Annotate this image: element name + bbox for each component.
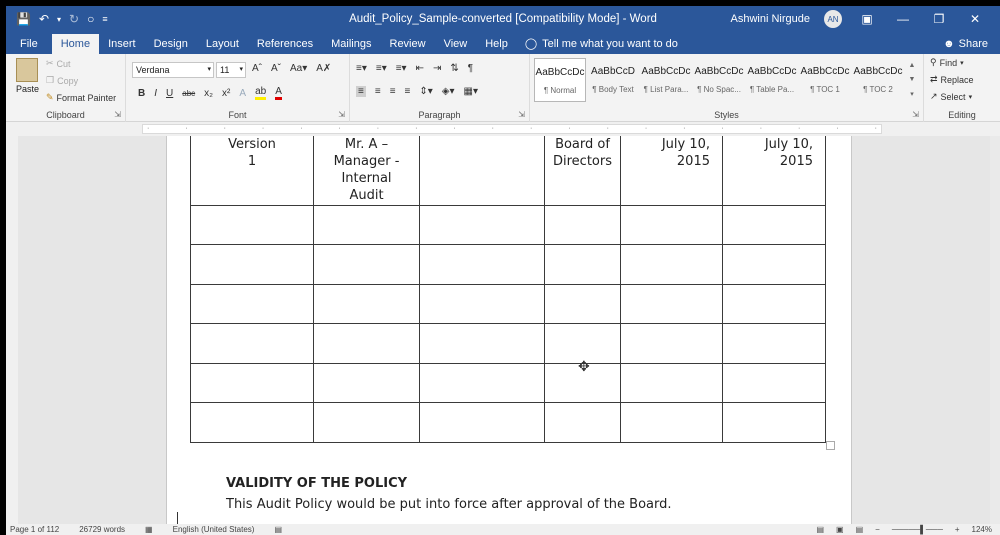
table-cell[interactable]	[545, 205, 621, 244]
table-cell[interactable]: Version 1	[191, 136, 314, 205]
undo-icon[interactable]: ↶	[38, 12, 50, 26]
borders-icon[interactable]: ▦▾	[463, 86, 478, 97]
table-cell[interactable]	[723, 363, 826, 402]
table-cell[interactable]	[420, 363, 545, 402]
text-cursor	[177, 512, 178, 524]
font-color-icon[interactable]: A	[275, 86, 282, 100]
text-effects-icon[interactable]: A	[239, 87, 247, 99]
align-left-icon[interactable]: ≡	[358, 86, 364, 97]
shrink-font-icon[interactable]: Aˇ	[271, 63, 281, 74]
table-cell[interactable]	[420, 402, 545, 442]
clear-formatting-icon[interactable]: A✗	[316, 63, 332, 74]
save-icon[interactable]: 💾	[16, 12, 31, 26]
section-heading: VALIDITY OF THE POLICY	[226, 476, 408, 491]
underline-icon[interactable]: U	[166, 87, 174, 99]
table-cell[interactable]	[723, 323, 826, 363]
revision-table[interactable]	[190, 136, 826, 443]
table-cell[interactable]	[314, 244, 420, 284]
read-mode-icon[interactable]: ▤	[816, 525, 825, 534]
tab-layout[interactable]: Layout	[205, 38, 239, 50]
editing-group	[924, 54, 1000, 122]
bullets-icon[interactable]: ≡▾	[356, 63, 367, 74]
word-count[interactable]: 26729 words	[79, 525, 126, 534]
clipboard-launcher-icon[interactable]: ⇲	[114, 110, 121, 119]
subscript-icon[interactable]: x₂	[204, 87, 214, 99]
table-row	[191, 363, 826, 402]
tab-view[interactable]: View	[443, 38, 468, 50]
styles-gallery-scroll[interactable]	[907, 58, 917, 102]
decrease-indent-icon[interactable]: ⇤	[415, 63, 424, 74]
tab-home[interactable]: Home	[52, 34, 99, 54]
replace-button[interactable]: ⇄ Replace	[930, 74, 974, 85]
tab-insert[interactable]: Insert	[108, 38, 136, 50]
tab-file[interactable]: File	[20, 38, 38, 50]
font-group	[126, 54, 350, 122]
paste-button[interactable]: Paste	[16, 84, 40, 94]
table-cell[interactable]	[420, 205, 545, 244]
table-cell[interactable]	[314, 363, 420, 402]
title-bar	[6, 6, 1000, 32]
table-cell[interactable]	[723, 402, 826, 442]
tab-review[interactable]: Review	[389, 38, 426, 50]
table-cell[interactable]	[191, 205, 314, 244]
table-cell[interactable]	[191, 244, 314, 284]
multilevel-list-icon[interactable]: ≡▾	[395, 63, 407, 74]
styles-label: Styles	[714, 110, 739, 120]
style-toc-1[interactable]: AaBbCcDc ¶ TOC 1	[800, 66, 850, 94]
table-cell[interactable]	[191, 284, 314, 323]
tab-help[interactable]: Help	[485, 38, 508, 50]
zoom-in-icon[interactable]: +	[954, 525, 960, 534]
restore-icon[interactable]: ❐	[933, 12, 945, 26]
bold-icon[interactable]: B	[138, 87, 146, 99]
language-indicator[interactable]: English (United States)	[172, 525, 255, 534]
format-painter-button[interactable]: ✎ Format Painter	[46, 92, 117, 103]
table-row	[191, 402, 826, 442]
table-cell[interactable]	[621, 323, 723, 363]
table-cell[interactable]	[545, 323, 621, 363]
align-right-icon[interactable]: ≡	[389, 86, 396, 97]
styles-group	[530, 54, 924, 122]
select-button[interactable]: ↗ Select ▾	[930, 91, 973, 102]
table-cell[interactable]	[545, 402, 621, 442]
person-icon: ☻	[943, 38, 955, 50]
table-cell[interactable]: Board of Directors	[545, 136, 621, 205]
select-cursor-icon: ↗	[930, 91, 938, 101]
minimize-icon[interactable]: —	[897, 12, 909, 26]
tell-me-label: Tell me what you want to do	[542, 38, 678, 50]
vertical-ruler[interactable]	[6, 136, 18, 524]
table-cell[interactable]	[621, 284, 723, 323]
strikethrough-icon[interactable]: abc	[182, 88, 196, 98]
table-row	[191, 205, 826, 244]
status-bar	[6, 524, 1000, 535]
table-cell[interactable]	[191, 363, 314, 402]
avatar[interactable]: AN	[824, 10, 842, 28]
table-row	[191, 244, 826, 284]
table-resize-handle[interactable]	[826, 441, 835, 450]
table-row	[191, 136, 826, 205]
font-launcher-icon[interactable]: ⇲	[338, 110, 345, 119]
shading-icon[interactable]: ◈▾	[441, 86, 455, 97]
styles-launcher-icon[interactable]: ⇲	[912, 110, 919, 119]
sort-icon[interactable]: ⇅	[450, 63, 459, 74]
paste-icon[interactable]	[16, 58, 38, 82]
zoom-level[interactable]: 124%	[971, 525, 992, 534]
vertical-scrollbar[interactable]	[990, 136, 1000, 524]
table-cell[interactable]	[420, 284, 545, 323]
replace-icon: ⇄	[930, 74, 938, 84]
quick-access-toolbar	[6, 12, 108, 26]
table-cell[interactable]	[314, 323, 420, 363]
editing-label: Editing	[948, 110, 976, 120]
table-cell[interactable]	[723, 284, 826, 323]
web-layout-icon[interactable]: ▤	[855, 525, 864, 534]
clipboard-group	[6, 54, 126, 122]
close-icon[interactable]: ✕	[969, 12, 981, 26]
horizontal-ruler[interactable]: · · · · · · · · · · · · · · · · · · · ·	[6, 122, 1000, 136]
line-spacing-icon[interactable]: ⇕▾	[419, 86, 433, 97]
share-label: Share	[958, 38, 988, 50]
style-body-text[interactable]: AaBbCcD ¶ Body Text	[591, 66, 635, 94]
table-cell[interactable]	[314, 284, 420, 323]
chevron-down-icon[interactable]: ▼	[908, 75, 916, 83]
find-button[interactable]: ⚲ Find ▾	[930, 57, 964, 68]
table-cell[interactable]	[621, 363, 723, 402]
table-cell[interactable]	[314, 402, 420, 442]
increase-indent-icon[interactable]: ⇥	[432, 63, 442, 74]
grow-font-icon[interactable]: Aˆ	[252, 63, 262, 74]
undo-dropdown-icon[interactable]: ▾	[57, 14, 62, 24]
clipboard-label: Clipboard	[46, 110, 85, 120]
font-size-box[interactable]: 11 ▾	[216, 62, 246, 78]
italic-icon[interactable]: I	[154, 87, 158, 99]
font-label: Font	[228, 110, 247, 120]
copy-icon: ❐	[46, 75, 55, 85]
zoom-out-icon[interactable]: −	[875, 525, 880, 534]
table-cell[interactable]	[621, 244, 723, 284]
ribbon-tabs	[6, 32, 1000, 54]
cut-button[interactable]: ✂ Cut	[46, 58, 71, 69]
table-cell[interactable]	[191, 323, 314, 363]
table-cell[interactable]	[723, 244, 826, 284]
page-count[interactable]: Page 1 of 112	[10, 525, 60, 534]
redo-icon[interactable]: ↻	[69, 12, 80, 26]
table-cell[interactable]	[420, 323, 545, 363]
font-name-box[interactable]: Verdana ▾	[132, 62, 214, 78]
tab-references[interactable]: References	[256, 38, 314, 50]
table-cell[interactable]	[621, 205, 723, 244]
lightbulb-icon: ◯	[524, 38, 538, 50]
highlight-icon[interactable]: ab	[255, 86, 266, 100]
superscript-icon[interactable]: x²	[222, 87, 231, 99]
ribbon	[6, 54, 1000, 122]
tab-design[interactable]: Design	[153, 38, 188, 50]
user-name[interactable]: Ashwini Nirgude	[730, 13, 810, 25]
brush-icon: ✎	[46, 92, 54, 102]
paragraph-label: Paragraph	[418, 110, 461, 120]
macro-icon[interactable]: ▤	[274, 525, 282, 534]
scissors-icon: ✂	[46, 58, 54, 68]
copy-button[interactable]: ❐ Copy	[46, 75, 79, 86]
zoom-slider[interactable]: ─────▌───	[891, 525, 943, 534]
more-styles-icon[interactable]: ▾	[910, 91, 914, 99]
table-cell[interactable]	[420, 136, 545, 205]
table-row	[191, 284, 826, 323]
share-button[interactable]	[943, 34, 1000, 54]
ribbon-display-options-icon[interactable]: ▣	[861, 12, 873, 26]
table-cell[interactable]	[314, 205, 420, 244]
table-cell[interactable]	[420, 244, 545, 284]
table-cell[interactable]	[545, 244, 621, 284]
style-list-paragraph[interactable]: AaBbCcDc ¶ List Para...	[641, 66, 691, 94]
numbering-icon[interactable]: ≡▾	[375, 63, 387, 74]
style-table-paragraph[interactable]: AaBbCcDc ¶ Table Pa...	[747, 66, 797, 94]
chevron-up-icon[interactable]: ▲	[908, 61, 916, 69]
table-cell[interactable]: Mr. A – Manager - Internal Audit	[314, 136, 420, 205]
section-paragraph: This Audit Policy would be put into force after approval of the Board.	[226, 497, 672, 512]
table-cell[interactable]: July 10, 2015	[621, 136, 723, 205]
style-normal[interactable]: AaBbCcDc ¶ Normal	[534, 58, 586, 102]
table-cell[interactable]	[723, 205, 826, 244]
pilcrow-icon[interactable]: ¶	[467, 63, 474, 74]
search-icon: ⚲	[930, 57, 937, 67]
print-layout-icon[interactable]: ▣	[836, 525, 844, 534]
table-row	[191, 323, 826, 363]
align-center-icon[interactable]: ≡	[374, 86, 381, 97]
style-no-spacing[interactable]: AaBbCcDc ¶ No Spac...	[694, 66, 744, 94]
proofing-icon[interactable]: ▦	[145, 525, 153, 534]
circle-icon[interactable]: ○	[87, 12, 95, 26]
tell-me-box[interactable]	[517, 34, 678, 54]
table-cell[interactable]: July 10, 2015	[723, 136, 826, 205]
document-title: Audit_Policy_Sample-converted [Compatibility Mode] - Word	[349, 13, 657, 25]
justify-icon[interactable]: ≡	[404, 86, 411, 97]
paragraph-group	[350, 54, 530, 122]
customize-qat-icon[interactable]: ≡	[102, 14, 108, 24]
table-cell[interactable]	[621, 402, 723, 442]
change-case-icon[interactable]: Aa▾	[290, 63, 308, 74]
paragraph-launcher-icon[interactable]: ⇲	[518, 110, 525, 119]
style-toc-2[interactable]: AaBbCcDc ¶ TOC 2	[853, 66, 903, 94]
move-cursor-icon: ✥	[578, 358, 590, 374]
table-cell[interactable]	[545, 284, 621, 323]
tab-mailings[interactable]: Mailings	[331, 38, 372, 50]
table-cell[interactable]	[191, 402, 314, 442]
